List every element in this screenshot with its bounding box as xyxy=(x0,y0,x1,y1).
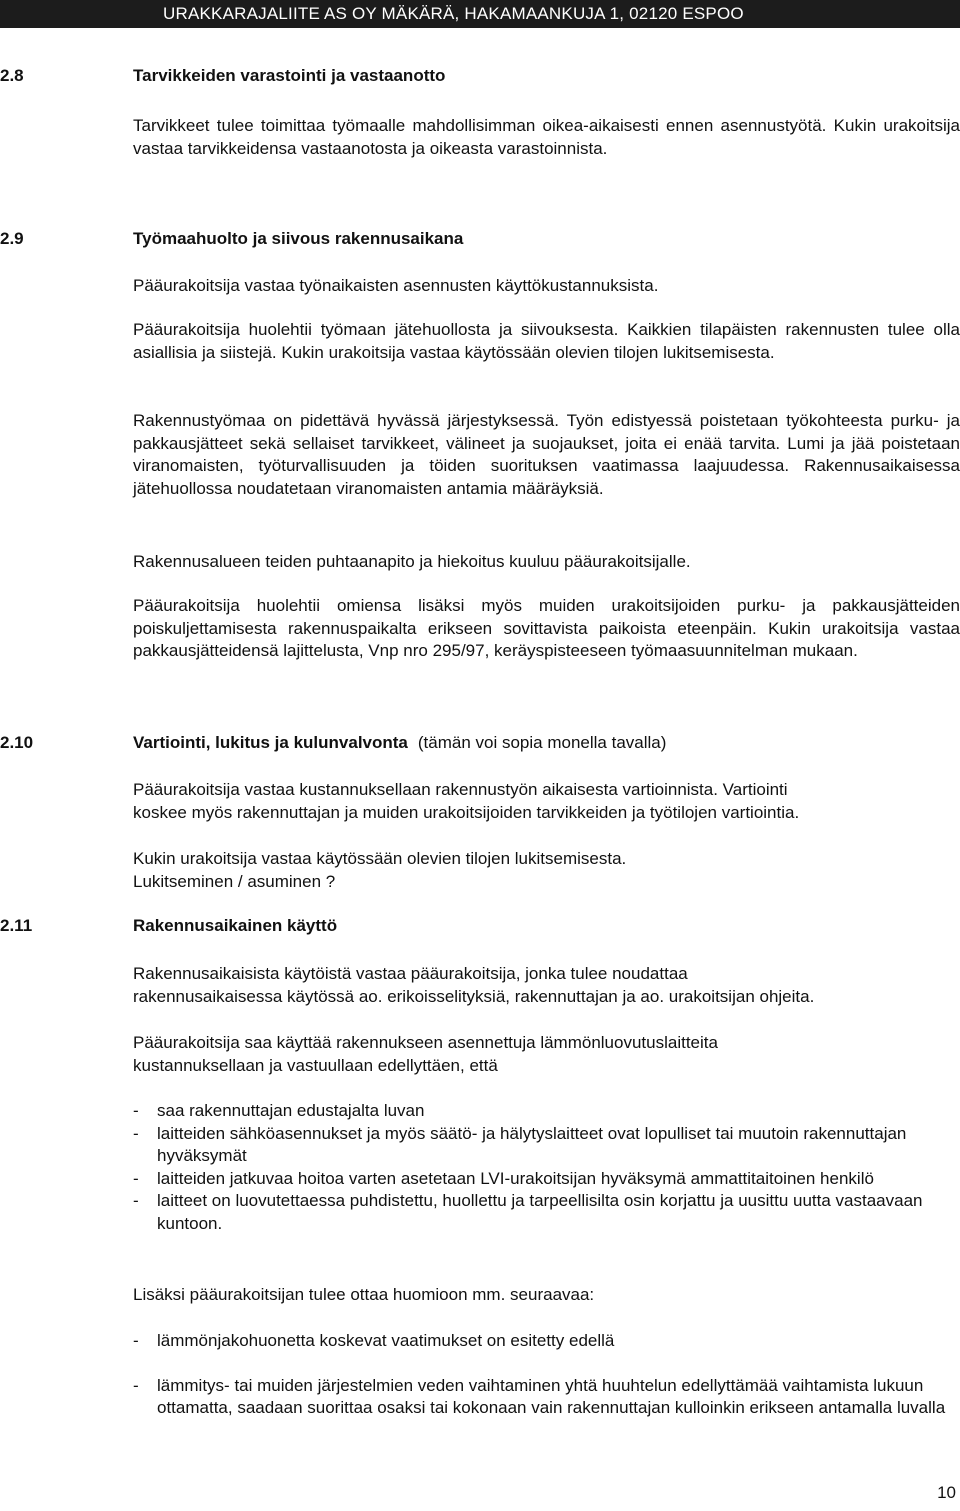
list-item-text: laitteiden jatkuvaa hoitoa varten asetetaan LVI-urakoitsijan hyväksymä ammattitaitoinen henkilö xyxy=(157,1168,874,1188)
list-item xyxy=(133,1190,948,1235)
list-item-text: laitteiden sähköasennukset ja myös säätö- ja hälytyslaitteet ovat lopulliset tai muutoin rakennuttajan hyväksymät xyxy=(157,1123,907,1165)
header-text: URAKKARAJALIITE AS OY MÄKÄRÄ, HAKAMAANKUJA 1, 02120 ESPOO xyxy=(163,4,744,23)
section-2-11-paragraph-3: Lisäksi pääurakoitsijan tulee ottaa huomioon mm. seuraavaa: xyxy=(133,1285,595,1304)
section-title: Rakennusaikainen käyttö xyxy=(133,916,338,935)
section-2-9-paragraph-1: Pääurakoitsija vastaa työnaikaisten asennusten käyttökustannuksista. xyxy=(133,276,659,295)
page-number: 10 xyxy=(937,1483,956,1502)
list-dash: - xyxy=(133,1375,139,1395)
section-2-8-paragraph: Tarvikkeet tulee toimittaa työmaalle mahdollisimman oikea-aikaisesti ennen asennustyötä. Kukin urakoitsija vastaa tarvikkeidensa vastaanotosta ja oikeasta varastoinnista. xyxy=(133,116,960,158)
section-2-9-paragraph-5: Pääurakoitsija huolehtii omiensa lisäksi myös muiden urakoitsijoiden purku- ja pakkausjätteiden poiskuljettamisesta rakennuspaikalta erikseen sovittavista paikoista eteenpäin. Kukin urakoitsija vastaa pakkausjätteidensä lajittelusta, Vnp nro 295/97, keräyspisteeseen työmaasuunnitelman mukaan. xyxy=(133,596,960,660)
section-2-9-paragraph-4: Rakennusalueen teiden puhtaanapito ja hiekoitus kuuluu pääurakoitsijalle. xyxy=(133,552,691,571)
additional-list xyxy=(133,1330,948,1420)
section-title: Tarvikkeiden varastointi ja vastaanotto xyxy=(133,66,446,85)
section-number: 2.10 xyxy=(0,733,34,752)
text-line: Pääurakoitsija vastaa kustannuksellaan rakennustyön aikaisesta vartioinnista. Vartiointi xyxy=(133,780,788,799)
section-2-9-paragraph-2: Pääurakoitsija huolehtii työmaan jätehuollosta ja siivouksesta. Kaikkien tilapäisten rakennusten tulee olla asiallisia ja siistejä. Kukin urakoitsija vastaa käytössään olevien tilojen lukitsemisesta. xyxy=(133,320,960,362)
section-title: Työmaahuolto ja siivous rakennusaikana xyxy=(133,229,464,248)
text-line: Lukitseminen / asuminen ? xyxy=(133,871,336,891)
list-item-text: lämmitys- tai muiden järjestelmien veden vaihtaminen yhtä huuhtelun edellyttämää vaihtamista lukuun ottamatta, saadaan suorittaa osaksi tai kokonaan vain rakennuttajan kulloinkin erikseen antamalla luvalla xyxy=(157,1375,946,1417)
list-item xyxy=(133,1168,948,1191)
conditions-list xyxy=(133,1100,948,1235)
section-2-9-paragraph-3: Rakennustyömaa on pidettävä hyvässä järjestyksessä. Työn edistyessä poistetaan työkohteesta purku- ja pakkausjätteet sekä sellaiset tarvikkeet, välineet ja suojaukset, joita ei enää tarvita. Lumi ja jää poistetaan viranomaisten, työturvallisuuden ja töiden suorituksen vaatimassa laajuudessa. Rakennusaikaisessa jätehuollossa noudatetaan viranomaisten antamia määräyksiä. xyxy=(133,411,960,498)
section-number: 2.9 xyxy=(0,229,24,248)
text-line: Pääurakoitsija saa käyttää rakennukseen asennettuja lämmönluovutuslaitteita xyxy=(133,1033,718,1052)
section-title-group xyxy=(133,733,666,753)
list-dash: - xyxy=(133,1331,139,1350)
list-item-text: lämmönjakohuonetta koskevat vaatimukset on esitetty edellä xyxy=(157,1331,615,1350)
list-dash: - xyxy=(133,1101,139,1120)
section-2-11-paragraph-1 xyxy=(133,963,960,1008)
section-note: (tämän voi sopia monella tavalla) xyxy=(417,733,667,752)
section-number: 2.8 xyxy=(0,66,24,85)
section-2-10-paragraph-1 xyxy=(133,779,960,824)
page-header xyxy=(0,0,960,28)
list-dash: - xyxy=(133,1168,139,1188)
section-2-11-paragraph-2 xyxy=(133,1032,960,1077)
section-title: Vartiointi, lukitus ja kulunvalvonta xyxy=(133,733,408,752)
section-2-10-paragraph-2 xyxy=(133,848,960,893)
list-item-text: saa rakennuttajan edustajalta luvan xyxy=(157,1101,425,1120)
list-item-text: laitteet on luovutettaessa puhdistettu, huollettu ja tarpeellisilta osin korjattu ja uusittu uutta vastaavaan kuntoon. xyxy=(157,1191,923,1233)
list-dash: - xyxy=(133,1191,139,1210)
text-line: rakennusaikaisessa käytössä ao. erikoisselityksiä, rakennuttajan ja ao. urakoitsijan ohjeita. xyxy=(133,986,815,1006)
text-line: Rakennusaikaisista käytöistä vastaa pääurakoitsija, jonka tulee noudattaa xyxy=(133,964,688,983)
section-number: 2.11 xyxy=(0,916,33,935)
text-line: Kukin urakoitsija vastaa käytössään olevien tilojen lukitsemisesta. xyxy=(133,849,627,868)
text-line: kustannuksellaan ja vastuullaan edellyttäen, että xyxy=(133,1055,498,1075)
text-line: koskee myös rakennuttajan ja muiden urakoitsijoiden tarvikkeiden ja työtilojen vartiointia. xyxy=(133,802,800,822)
list-item xyxy=(133,1123,948,1168)
list-item xyxy=(133,1330,948,1353)
list-item xyxy=(133,1375,948,1420)
list-item xyxy=(133,1100,948,1123)
list-dash: - xyxy=(133,1123,139,1143)
